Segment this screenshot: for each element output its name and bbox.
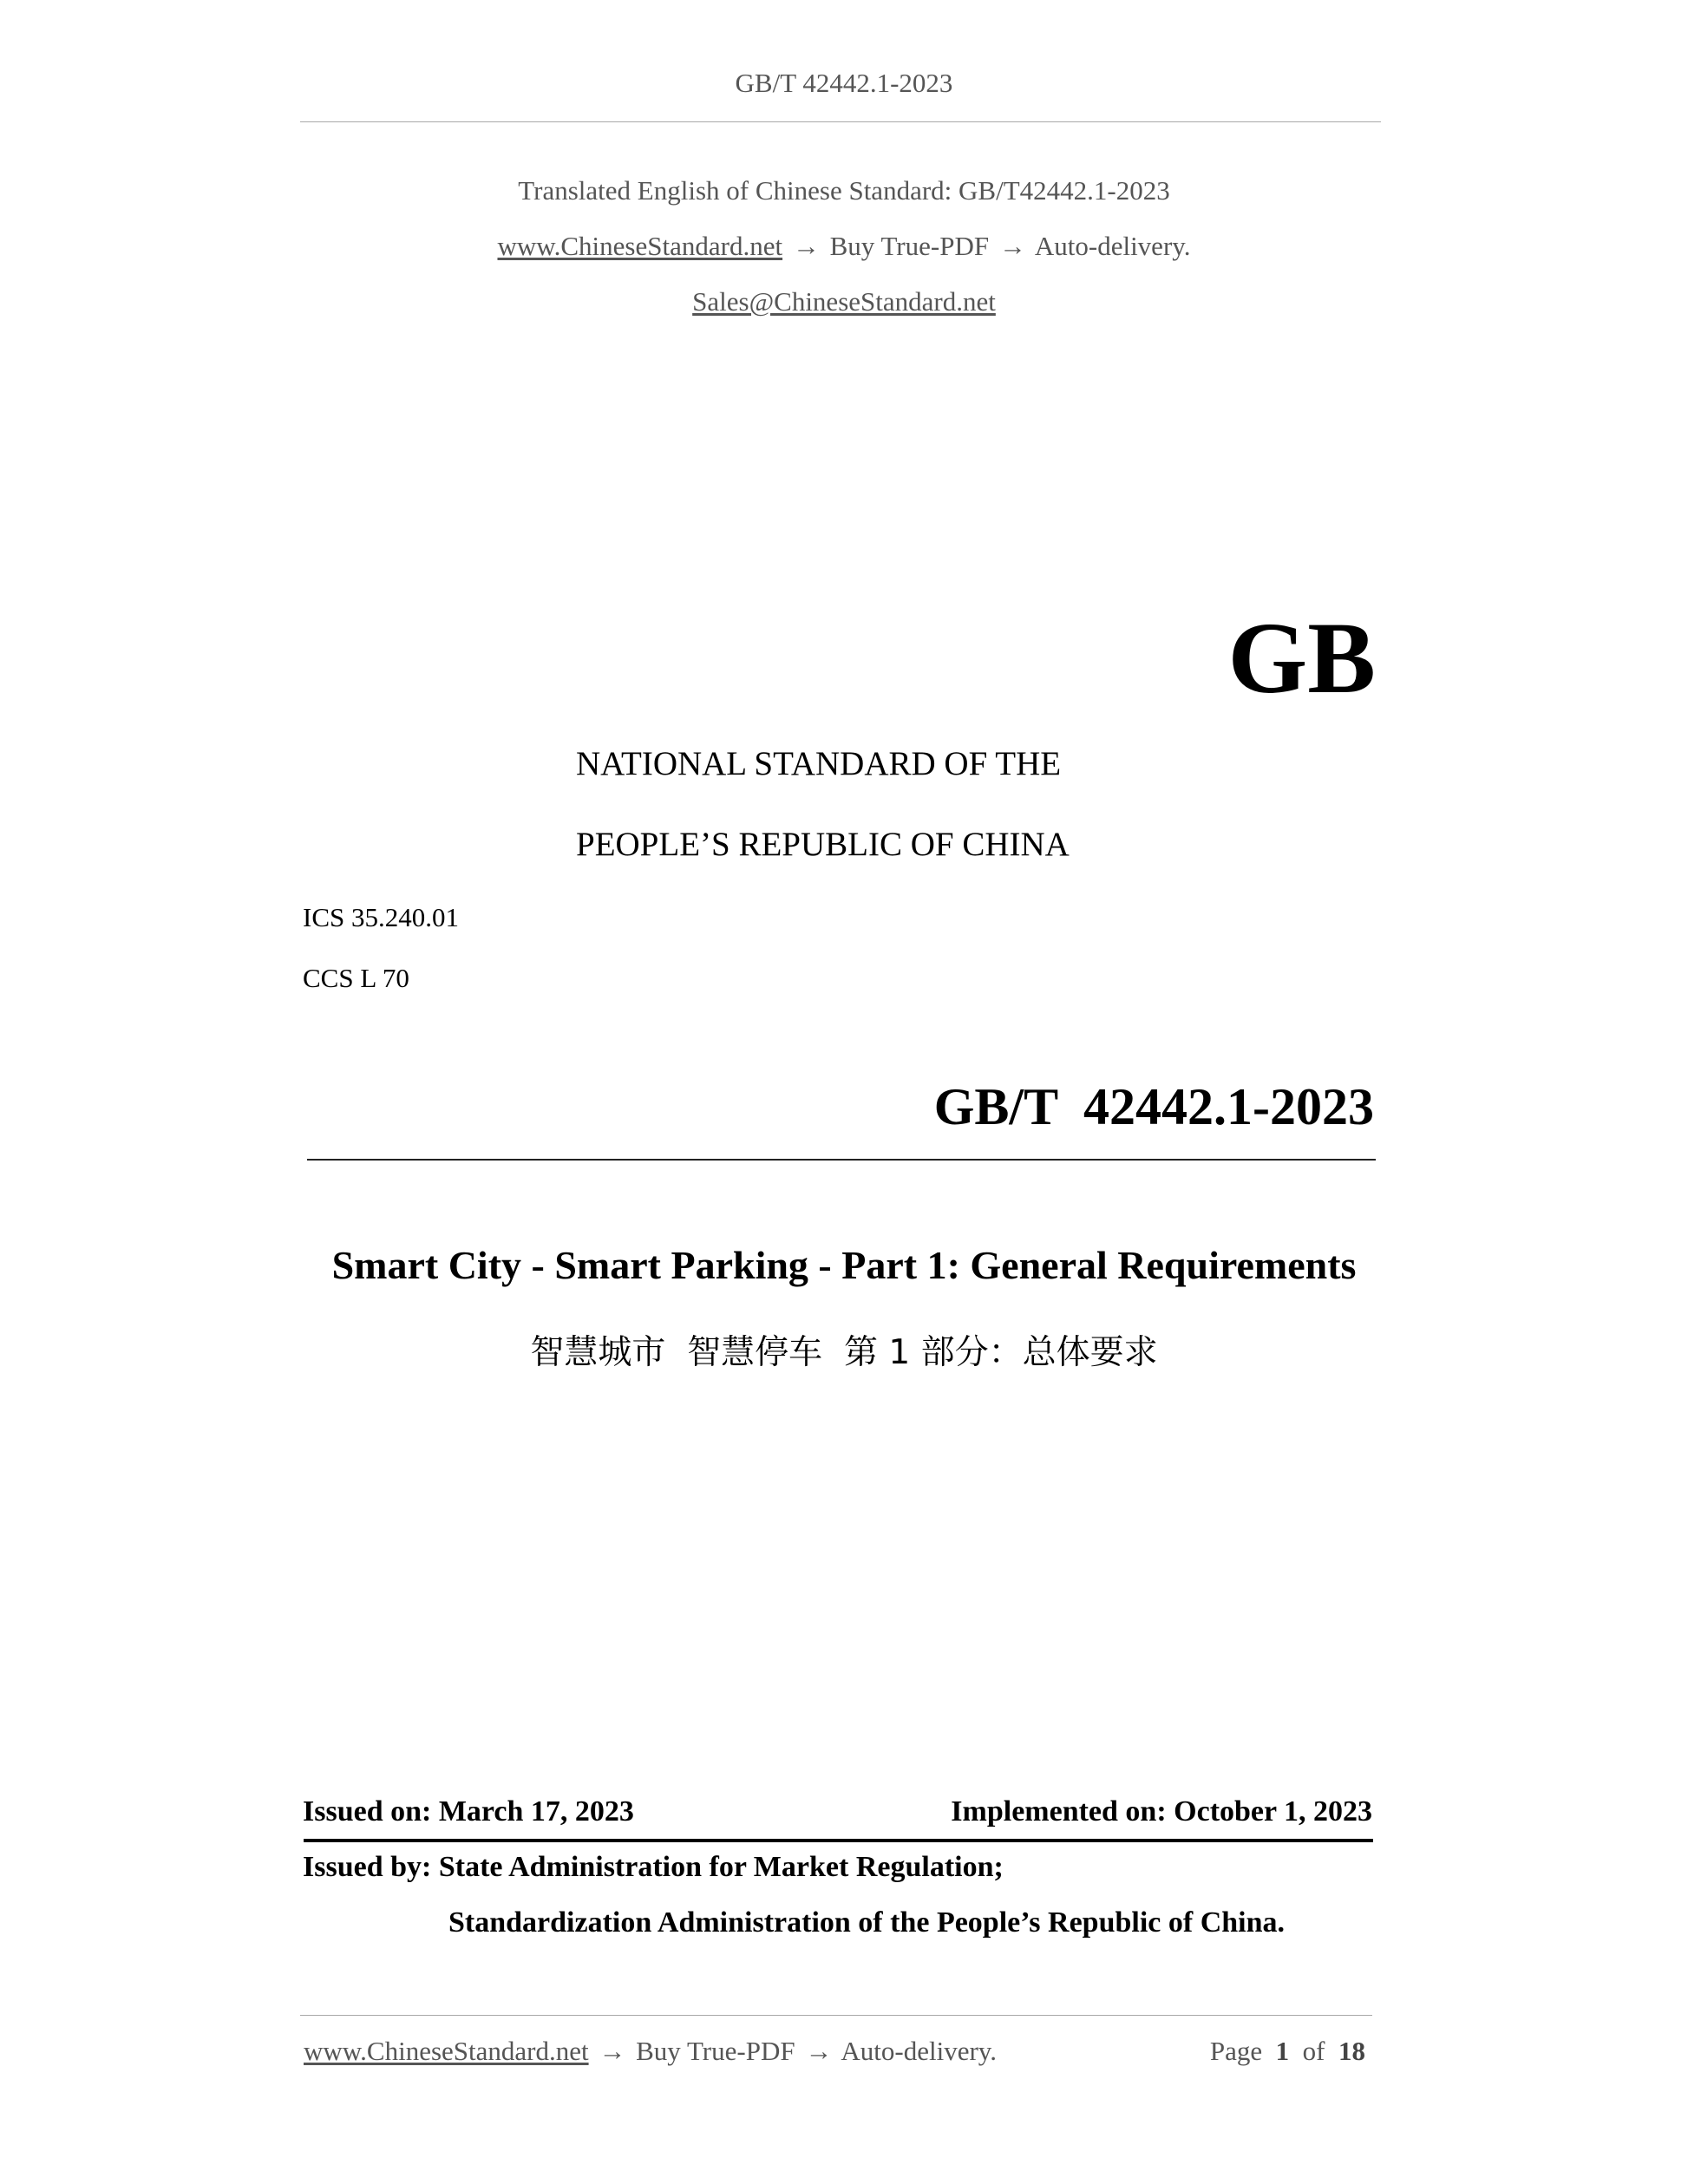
footer-delivery-text: Auto-delivery. xyxy=(841,2036,998,2066)
ccs-code: CCS L 70 xyxy=(303,963,409,993)
issued-by-line-2: Standardization Administration of the People’s Republic of China. xyxy=(448,1906,1286,1939)
footer-buy-text: Buy True-PDF xyxy=(636,2036,795,2066)
email-link[interactable]: Sales@ChineseStandard.net xyxy=(692,286,996,317)
ics-code: ICS 35.240.01 xyxy=(303,902,459,932)
dates-divider xyxy=(304,1839,1373,1842)
arrow-right-icon: → xyxy=(998,231,1026,261)
running-header-code: GB/T 42442.1-2023 xyxy=(735,68,953,98)
issued-on-date: Issued on: March 17, 2023 xyxy=(303,1795,634,1828)
issued-by-line-1: Issued by: State Administration for Market Regulation; xyxy=(303,1851,1004,1883)
arrow-right-icon: → xyxy=(599,2036,626,2066)
gb-logo-mark: GB xyxy=(1227,601,1376,715)
page-of: of xyxy=(1302,2036,1325,2066)
header-divider xyxy=(300,121,1381,122)
page-current: 1 xyxy=(1275,2036,1290,2066)
arrow-right-icon: → xyxy=(805,2036,833,2066)
promo-buy-line xyxy=(0,231,1688,262)
standard-number-divider xyxy=(307,1159,1376,1161)
footer-promo xyxy=(304,2036,997,2067)
national-standard-line-1: NATIONAL STANDARD OF THE xyxy=(576,745,1062,782)
page-indicator xyxy=(1210,2036,1365,2067)
title-chinese: 智慧城市 智慧停车 第 1 部分：总体要求 xyxy=(530,1333,1158,1372)
page-label: Page xyxy=(1209,2036,1263,2066)
footer-site-link[interactable]: www.ChineseStandard.net xyxy=(304,2036,589,2066)
footer-divider xyxy=(300,2015,1372,2016)
promo-translation-line: Translated English of Chinese Standard: GB/T42442.1-2023 xyxy=(518,175,1170,206)
delivery-text: Auto-delivery. xyxy=(1034,231,1191,261)
page-total: 18 xyxy=(1338,2036,1365,2066)
title-english: Smart City - Smart Parking - Part 1: General Requirements xyxy=(331,1243,1357,1287)
standard-number: GB/T 42442.1-2023 xyxy=(933,1078,1374,1135)
promo-email-line xyxy=(0,286,1688,317)
site-link[interactable]: www.ChineseStandard.net xyxy=(497,231,783,261)
national-standard-line-2: PEOPLE’S REPUBLIC OF CHINA xyxy=(576,826,1070,863)
implemented-on-date: Implemented on: October 1, 2023 xyxy=(951,1795,1372,1828)
arrow-right-icon: → xyxy=(792,231,820,261)
buy-text: Buy True-PDF xyxy=(829,231,990,261)
